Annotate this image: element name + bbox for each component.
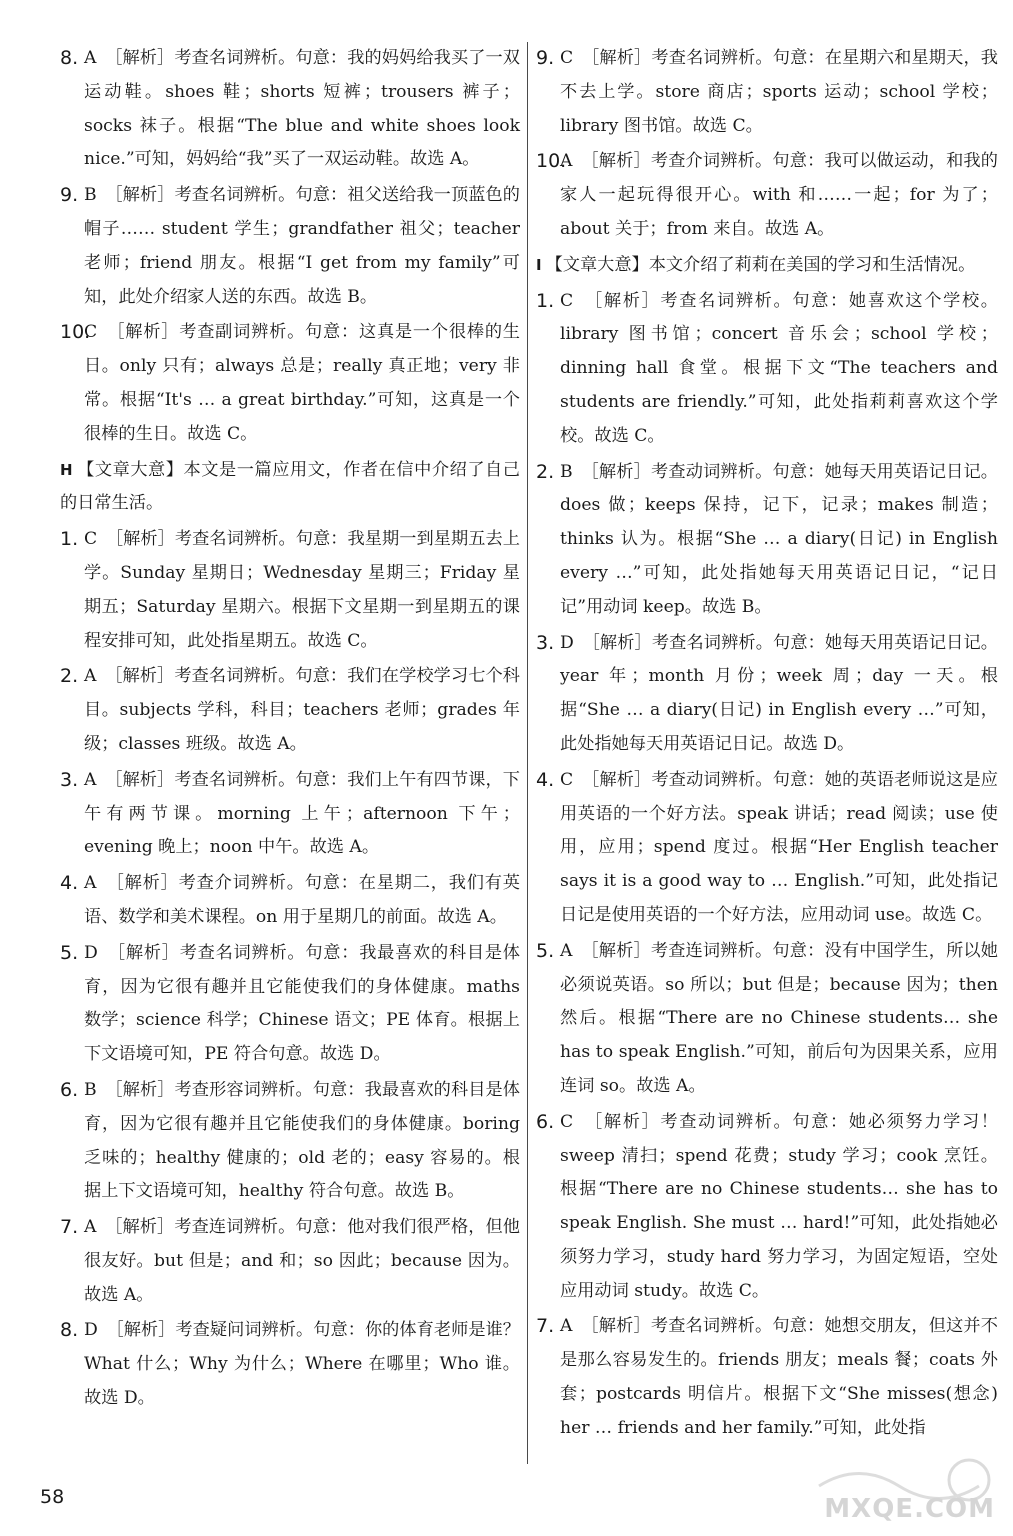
item-explanation: A ［解析］考查名词辨析。句意：我的妈妈给我买了一双运动鞋。shoes 鞋；shorts 短裤；trousers 裤子；socks 袜子。根据“The blue and white shoes look nice.”可知，妈妈给“我”买了一双运动鞋。故选 A。 <box>84 48 520 170</box>
item-explanation: A ［解析］考查名词辨析。句意：她想交朋友，但这并不是那么容易发生的。friends 朋友；meals 餐；coats 外套；postcards 明信片。根据下文“She misses(想念) her … friends and her family.”可知，此处指 <box>560 1316 998 1438</box>
answer-item <box>536 42 998 143</box>
item-number: 1. <box>536 289 555 312</box>
item-number: 9. <box>536 47 555 69</box>
item-number: 7. <box>60 1216 79 1239</box>
item-explanation: C ［解析］考查动词辨析。句意：她必须努力学习！sweep 清扫；spend 花费；study 学习；cook 烹饪。根据“There are no Chinese students… she has to speak English. She must … hard!”可知，此处指她必须努力学习，study hard 努力学习，为固定短语，空处应用动词 study。故选 C。 <box>560 1111 998 1301</box>
answer-item <box>536 764 998 933</box>
item-explanation: C ［解析］考查名词辨析。句意：在星期六和星期天，我不去上学。store 商店；sports 运动；school 学校；library 图书馆。故选 C。 <box>560 48 998 136</box>
right-column <box>536 42 998 1448</box>
left-column <box>60 42 520 1418</box>
item-explanation: D ［解析］考查名词辨析。句意：她每天用英语记日记。year 年；month 月份；week 周；day 一天。根据“She … a diary(日记) in English every …”可知，此处指她每天用英语记日记。故选 D。 <box>560 632 998 754</box>
answer-item <box>60 867 520 935</box>
answer-item <box>536 935 998 1104</box>
item-explanation: C ［解析］考查名词辨析。句意：她喜欢这个学校。library 图书馆；concert 音乐会；school 学校；dinning hall 食堂。根据下文“The teachers and students are friendly.”可知，此处指莉莉喜欢这个学校。故选 C。 <box>560 290 998 446</box>
section-letter: I <box>536 255 542 274</box>
item-number: 8. <box>60 47 79 69</box>
answer-item <box>60 523 520 658</box>
item-number: 5. <box>536 939 555 962</box>
item-explanation: A ［解析］考查介词辨析。句意：在星期二，我们有英语、数学和美术课程。on 用于星期几的前面。故选 A。 <box>84 873 520 927</box>
item-number: 2. <box>60 665 79 688</box>
item-explanation: A ［解析］考查连词辨析。句意：没有中国学生，所以她必须说英语。so 所以；but 但是；because 因为；then 然后。根据“There are no Chinese students… she has to speak English.”可知，前后句为因果关系，应用连词 so。故选 A。 <box>560 940 998 1096</box>
item-explanation: C ［解析］考查动词辨析。句意：她的英语老师说这是应用英语的一个好方法。speak 讲话；read 阅读；use 使用，应用；spend 度过。根据“Her English teacher says it is a good way to … English.”可知，此处指记日记是使用英语的一个好方法，应用动词 use。故选 C。 <box>560 769 998 925</box>
answer-item <box>536 145 998 246</box>
item-number: 4. <box>60 872 79 895</box>
watermark-text: MXQE.COM <box>824 1494 995 1524</box>
answer-item <box>60 764 520 865</box>
item-number: 7. <box>536 1315 555 1338</box>
column-divider <box>527 42 528 1464</box>
answer-item <box>536 1106 998 1309</box>
item-number: 6. <box>536 1110 555 1133</box>
item-number: 10. <box>60 321 91 344</box>
page-number: 58 <box>40 1486 65 1508</box>
item-explanation: D ［解析］考查疑问词辨析。句意：你的体育老师是谁？What 什么；Why 为什么；Where 在哪里；Who 谁。故选 D。 <box>84 1320 520 1409</box>
item-explanation: A ［解析］考查名词辨析。句意：我们上午有四节课，下午有两节课。morning 上午；afternoon 下午；evening 晚上；noon 中午。故选 A。 <box>84 769 520 858</box>
answer-item <box>60 316 520 451</box>
item-number: 4. <box>536 768 555 791</box>
item-explanation: B ［解析］考查动词辨析。句意：她每天用英语记日记。does 做；keeps 保持，记下，记录；makes 制造；thinks 认为。根据“She … a diary(日记) in English every …”可知，此处指她每天用英语记日记，“记日记”用动词 keep。故选 B。 <box>560 461 998 617</box>
item-explanation: B ［解析］考查形容词辨析。句意：我最喜欢的科目是体育，因为它很有趣并且它能使我们的身体健康。boring 乏味的；healthy 健康的；old 老的；easy 容易的。根据上下文语境可知，healthy 符合句意。故选 B。 <box>84 1079 520 1202</box>
item-explanation: D ［解析］考查名词辨析。句意：我最喜欢的科目是体育，因为它很有趣并且它能使我们的身体健康。maths 数学；science 科学；Chinese 语文；PE 体育。根据上下文语境可知，PE 符合句意。故选 D。 <box>84 942 520 1065</box>
answer-item <box>60 179 520 314</box>
answer-item <box>60 42 520 177</box>
item-number: 2. <box>536 460 555 483</box>
answer-item <box>60 937 520 1072</box>
item-number: 10. <box>536 150 567 173</box>
answer-item <box>536 285 998 454</box>
answer-item <box>60 1211 520 1312</box>
item-number: 3. <box>536 631 555 654</box>
item-explanation: A ［解析］考查介词辨析。句意：我可以做运动，和我的家人一起玩得很开心。with 和……一起；for 为了；about 关于；from 来自。故选 A。 <box>560 151 998 239</box>
answer-item <box>536 1310 998 1445</box>
item-number: 3. <box>60 768 79 791</box>
item-number: 6. <box>60 1078 79 1101</box>
answer-item <box>536 627 998 762</box>
answer-item <box>60 1314 520 1415</box>
answer-item <box>60 1074 520 1209</box>
item-explanation: A ［解析］考查名词辨析。句意：我们在学校学习七个科目。subjects 学科，科目；teachers 老师；grades 年级；classes 班级。故选 A。 <box>84 666 520 754</box>
item-explanation: A ［解析］考查连词辨析。句意：他对我们很严格，但他很友好。but 但是；and 和；so 因此；because 因为。故选 A。 <box>84 1217 520 1305</box>
section-summary-text: 【文章大意】本文是一篇应用文，作者在信中介绍了自己的日常生活。 <box>60 459 520 514</box>
item-number: 8. <box>60 1319 79 1342</box>
item-explanation: C ［解析］考查名词辨析。句意：我星期一到星期五去上学。Sunday 星期日；Wednesday 星期三；Friday 星期五；Saturday 星期六。根据下文星期一到星期五的课程安排可知，此处指星期五。故选 C。 <box>84 529 520 651</box>
section-summary <box>536 249 998 283</box>
item-explanation: C ［解析］考查副词辨析。句意：这真是一个很棒的生日。only 只有；always 总是；really 真正地；very 非常。根据“It's … a great birthday.”可知，这真是一个很棒的生日。故选 C。 <box>84 322 520 444</box>
item-number: 9. <box>60 184 79 207</box>
item-number: 1. <box>60 528 79 551</box>
section-summary-text: 【文章大意】本文介绍了莉莉在美国的学习和生活情况。 <box>545 254 976 275</box>
section-letter: H <box>60 460 73 479</box>
item-number: 5. <box>60 941 79 964</box>
item-explanation: B ［解析］考查名词辨析。句意：祖父送给我一顶蓝色的帽子…… student 学生；grandfather 祖父；teacher 老师；friend 朋友。根据“I get from my family”可知，此处介绍家人送的东西。故选 B。 <box>84 185 520 307</box>
answer-item <box>536 456 998 625</box>
answer-item <box>60 660 520 761</box>
watermark-logo <box>799 1456 999 1526</box>
section-summary <box>60 454 520 522</box>
